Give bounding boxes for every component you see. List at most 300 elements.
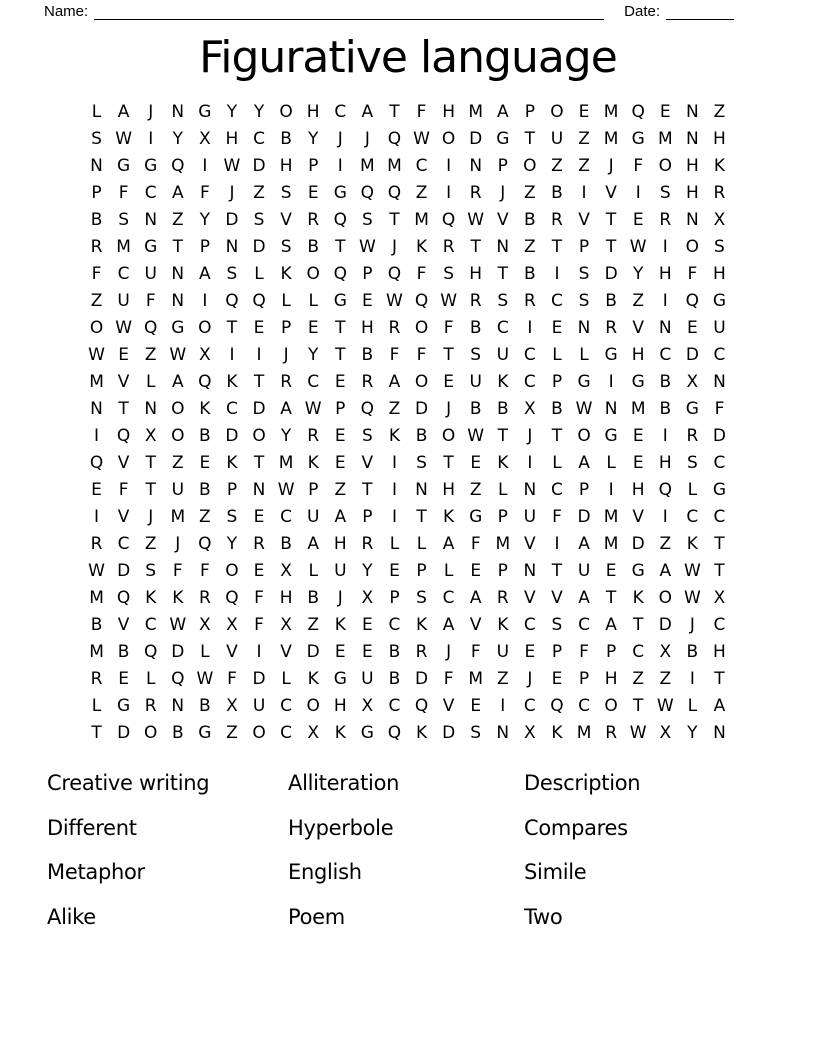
grid-letter: H [713,642,726,662]
grid-letter: H [469,264,483,284]
grid-letter: W [88,561,105,581]
grid-letter: T [524,129,536,149]
grid-letter: B [171,723,184,743]
grid-row [83,450,733,477]
grid-letter: K [686,534,698,554]
grid-letter: J [527,426,533,446]
grid-letter: F [443,318,454,338]
grid-letter: T [443,453,454,473]
grid-letter: O [279,102,293,122]
grid-letter: X [226,615,238,635]
word-list-item: Description [524,771,641,796]
word-list-item: Alliteration [288,771,400,796]
grid-letter: C [388,615,401,635]
grid-row [83,207,733,234]
grid-letter: T [389,210,400,230]
grid-letter: T [416,507,427,527]
grid-letter: F [91,264,102,284]
grid-letter: A [469,588,482,608]
grid-letter: W [277,480,295,500]
grid-letter: C [253,129,265,149]
grid-letter: P [280,318,292,338]
grid-letter: U [252,696,266,716]
grid-letter: S [686,453,698,473]
grid-letter: I [608,372,614,392]
grid-letter: K [415,615,428,635]
grid-letter: Q [116,588,131,608]
grid-letter: W [196,669,214,689]
grid-letter: K [280,264,292,284]
grid-letter: O [523,156,537,176]
grid-letter: D [171,642,185,662]
grid-letter: B [469,318,482,338]
grid-letter: U [361,669,374,689]
grid-letter: C [523,696,536,716]
grid-letter: Y [308,345,319,365]
grid-letter: B [388,642,401,662]
word-list-column [288,761,524,939]
grid-letter: R [605,723,618,743]
grid-letter: L [606,453,616,473]
grid-letter: W [683,588,701,608]
grid-letter: L [254,264,264,284]
grid-letter: Q [387,129,402,149]
grid-letter: Q [658,480,672,500]
grid-letter: H [279,588,293,608]
grid-letter: F [416,345,427,365]
header [0,0,816,20]
grid-letter: E [199,453,211,473]
grid-letter: E [361,615,373,635]
grid-letter: V [632,507,645,527]
grid-letter: G [631,129,645,149]
grid-letter: F [633,156,644,176]
grid-letter: K [443,507,455,527]
grid-letter: S [361,426,373,446]
grid-letter: W [413,129,430,149]
grid-letter: Z [334,480,347,500]
grid-letter: G [144,237,158,257]
grid-letter: E [632,453,644,473]
grid-letter: I [446,156,452,176]
grid-letter: P [199,237,210,257]
grid-letter: H [713,129,726,149]
grid-letter: V [524,588,536,608]
grid-letter: G [496,129,510,149]
grid-letter: B [361,345,374,365]
grid-letter: J [364,129,370,149]
grid-letter: V [496,210,509,230]
grid-letter: D [252,237,266,257]
grid-letter: I [662,426,668,446]
grid-letter: C [523,372,536,392]
grid-letter: G [712,480,727,500]
grid-letter: I [500,696,506,716]
grid-letter: S [253,210,265,230]
grid-letter: I [527,453,533,473]
grid-letter: Z [144,534,157,554]
grid-letter: O [441,129,456,149]
grid-letter: P [389,588,400,608]
grid-letter: M [603,102,619,122]
grid-letter: O [252,723,266,743]
grid-letter: J [446,399,452,419]
grid-letter: G [604,345,618,365]
grid-letter: G [631,561,645,581]
grid-row [83,477,733,504]
grid-letter: T [253,372,265,392]
grid-letter: I [662,237,668,257]
grid-letter: X [144,426,157,446]
grid-letter: S [118,210,130,230]
grid-letter: T [633,696,644,716]
grid-letter: U [496,345,510,365]
grid-letter: Z [415,183,428,203]
grid-letter: S [497,291,509,311]
grid-letter: H [604,669,618,689]
grid-letter: F [254,615,264,635]
grid-letter: T [633,615,644,635]
grid-letter: V [551,588,563,608]
grid-letter: D [712,426,726,446]
grid-letter: K [226,453,238,473]
word-list-column [47,761,288,939]
grid-letter: J [391,237,397,257]
grid-letter: U [469,372,482,392]
grid-letter: X [361,696,374,716]
grid-letter: D [306,642,320,662]
grid-letter: T [253,453,265,473]
grid-letter: O [658,588,672,608]
grid-letter: C [551,291,563,311]
grid-letter: T [714,669,725,689]
grid-letter: K [388,426,401,446]
grid-letter: M [603,534,619,554]
grid-letter: X [280,561,292,581]
page-title: Figurative language [199,32,617,83]
grid-letter: C [415,156,428,176]
grid-letter: D [658,615,672,635]
grid-letter: X [659,642,672,662]
grid-letter: Z [469,480,482,500]
grid-letter: J [689,615,695,635]
grid-letter: B [659,399,672,419]
grid-letter: T [714,534,725,554]
grid-letter: M [495,534,511,554]
grid-letter: I [689,669,695,689]
grid-letter: D [252,156,266,176]
grid-letter: R [686,426,699,446]
grid-letter: L [687,480,698,500]
grid-letter: U [144,264,157,284]
grid-letter: P [91,183,102,203]
grid-letter: T [551,237,563,257]
grid-letter: O [306,696,320,716]
grid-letter: E [551,318,563,338]
grid-letter: N [90,156,103,176]
grid-letter: E [253,561,265,581]
grid-letter: I [608,480,614,500]
grid-row [83,585,733,612]
grid-letter: E [334,642,346,662]
grid-letter: A [171,372,184,392]
grid-letter: P [335,399,346,419]
grid-letter: Q [360,399,375,419]
grid-letter: R [307,210,320,230]
grid-letter: K [334,615,346,635]
grid-letter: L [498,480,508,500]
grid-letter: J [608,156,614,176]
grid-letter: E [334,426,346,446]
name-label: Name: [44,3,89,20]
grid-letter: E [578,102,590,122]
grid-letter: M [387,156,402,176]
grid-letter: A [334,507,347,527]
grid-letter: T [145,453,156,473]
grid-letter: Y [280,426,292,446]
grid-letter: F [254,588,264,608]
grid-letter: G [631,372,645,392]
grid-letter: P [416,561,427,581]
grid-letter: U [334,561,347,581]
grid-letter: C [307,372,320,392]
grid-letter: T [470,237,481,257]
grid-letter: Q [333,264,347,284]
grid-letter: I [446,183,452,203]
grid-letter: H [360,318,374,338]
grid-letter: Y [633,264,644,284]
grid-letter: C [523,615,536,635]
grid-letter: N [686,102,699,122]
grid-letter: L [308,291,318,311]
grid-letter: M [89,588,104,608]
grid-letter: I [662,291,668,311]
grid-letter: T [118,399,129,419]
grid-letter: I [337,156,343,176]
grid-letter: I [391,507,397,527]
grid-letter: I [256,345,262,365]
grid-letter: X [659,723,672,743]
grid-letter: C [632,642,645,662]
grid-letter: L [281,669,291,689]
grid-letter: P [578,480,590,500]
grid-letter: X [713,210,726,230]
grid-letter: S [714,237,725,257]
grid-row [83,666,733,693]
grid-letter: N [252,480,266,500]
grid-letter: A [496,102,509,122]
grid-letter: G [198,102,212,122]
grid-letter: F [227,669,237,689]
grid-letter: M [576,723,592,743]
grid-letter: N [577,318,591,338]
grid-letter: A [605,615,617,635]
grid-letter: U [117,291,130,311]
grid-letter: P [578,237,590,257]
grid-letter: W [304,399,322,419]
grid-letter: G [685,399,699,419]
grid-letter: Z [659,669,672,689]
grid-letter: E [253,507,265,527]
grid-letter: O [306,264,320,284]
grid-letter: B [307,237,320,257]
grid-letter: U [496,642,510,662]
grid-letter: J [337,588,343,608]
grid-letter: E [605,561,617,581]
grid-letter: P [497,156,508,176]
grid-letter: D [225,210,239,230]
grid-letter: W [223,156,241,176]
grid-letter: Q [252,291,266,311]
grid-letter: V [226,642,238,662]
grid-letter: D [414,669,429,689]
grid-letter: N [171,102,185,122]
grid-letter: J [283,345,289,365]
grid-letter: R [659,210,672,230]
grid-letter: B [524,210,536,230]
grid-letter: W [467,210,485,230]
grid-letter: Q [333,210,347,230]
grid-letter: C [578,696,590,716]
grid-row [83,369,733,396]
grid-letter: O [550,102,564,122]
grid-letter: H [442,480,456,500]
grid-letter: I [662,507,668,527]
grid-letter: B [415,426,428,446]
word-list-column [524,761,816,939]
grid-letter: D [685,345,699,365]
grid-letter: C [686,507,699,527]
grid-letter: F [714,399,725,419]
grid-letter: N [90,399,103,419]
grid-letter: I [554,264,560,284]
grid-letter: A [659,561,672,581]
grid-letter: W [88,345,105,365]
grid-letter: V [117,507,130,527]
grid-letter: C [713,345,726,365]
grid-letter: N [144,210,158,230]
grid-letter: A [713,696,726,716]
grid-letter: Z [632,291,645,311]
grid-letter: C [551,480,563,500]
grid-letter: K [632,588,644,608]
grid-letter: B [280,129,292,149]
grid-letter: N [496,723,510,743]
grid-letter: Y [226,534,238,554]
grid-letter: P [497,507,508,527]
grid-letter: T [497,426,508,446]
grid-letter: H [685,156,699,176]
grid-letter: K [551,723,563,743]
grid-letter: E [253,318,265,338]
grid-letter: A [307,534,320,554]
grid-letter: S [659,183,671,203]
grid-letter: Z [524,237,536,257]
grid-letter: K [226,372,238,392]
grid-letter: F [416,102,427,122]
grid-letter: E [659,102,671,122]
grid-letter: F [145,291,156,311]
grid-letter: Q [387,264,402,284]
grid-letter: Z [307,615,320,635]
grid-letter: K [307,669,319,689]
grid-letter: A [199,264,211,284]
grid-letter: H [225,129,239,149]
grid-letter: G [171,318,185,338]
grid-letter: I [148,129,154,149]
grid-letter: I [554,534,560,554]
grid-letter: M [89,642,104,662]
name-blank-line [94,4,604,20]
grid-letter: E [551,669,563,689]
grid-letter: T [551,426,563,446]
grid-letter: I [256,642,262,662]
grid-letter: G [360,723,374,743]
grid-letter: I [94,426,100,446]
grid-letter: E [389,561,400,581]
grid-row [83,504,733,531]
grid-letter: X [226,696,238,716]
grid-letter: E [307,318,319,338]
grid-letter: B [117,642,130,662]
grid-letter: Y [687,723,698,743]
grid-letter: J [175,534,181,554]
grid-letter: R [713,183,726,203]
grid-letter: S [145,561,157,581]
grid-letter: T [91,723,102,743]
grid-letter: L [687,696,698,716]
grid-letter: A [578,453,590,473]
grid-letter: K [415,237,428,257]
grid-letter: J [527,669,533,689]
grid-letter: S [416,453,427,473]
grid-letter: B [90,615,103,635]
grid-letter: P [362,507,373,527]
grid-letter: T [335,318,346,338]
grid-letter: E [524,642,536,662]
grid-letter: B [280,534,292,554]
grid-letter: M [170,507,186,527]
grid-letter: Z [144,345,157,365]
word-list-item: Poem [288,904,345,929]
grid-letter: T [443,345,454,365]
grid-letter: S [470,723,482,743]
grid-letter: K [713,156,726,176]
grid-letter: T [605,588,617,608]
grid-letter: L [579,345,589,365]
grid-letter: T [172,237,183,257]
grid-letter: R [496,588,509,608]
grid-letter: V [442,696,455,716]
grid-letter: L [145,669,156,689]
grid-letter: Q [414,291,429,311]
grid-letter: I [391,480,397,500]
grid-letter: Z [496,669,509,689]
grid-letter: F [470,534,481,554]
grid-letter: F [199,183,210,203]
grid-letter: L [145,372,156,392]
grid-letter: O [577,426,591,446]
grid-letter: E [686,318,698,338]
grid-letter: N [686,129,699,149]
grid-letter: Z [551,156,563,176]
word-list-item: Creative writing [47,771,210,796]
grid-letter: C [388,696,401,716]
grid-letter: C [117,534,130,554]
grid-letter: U [713,318,726,338]
grid-letter: X [524,399,536,419]
grid-letter: S [551,615,563,635]
